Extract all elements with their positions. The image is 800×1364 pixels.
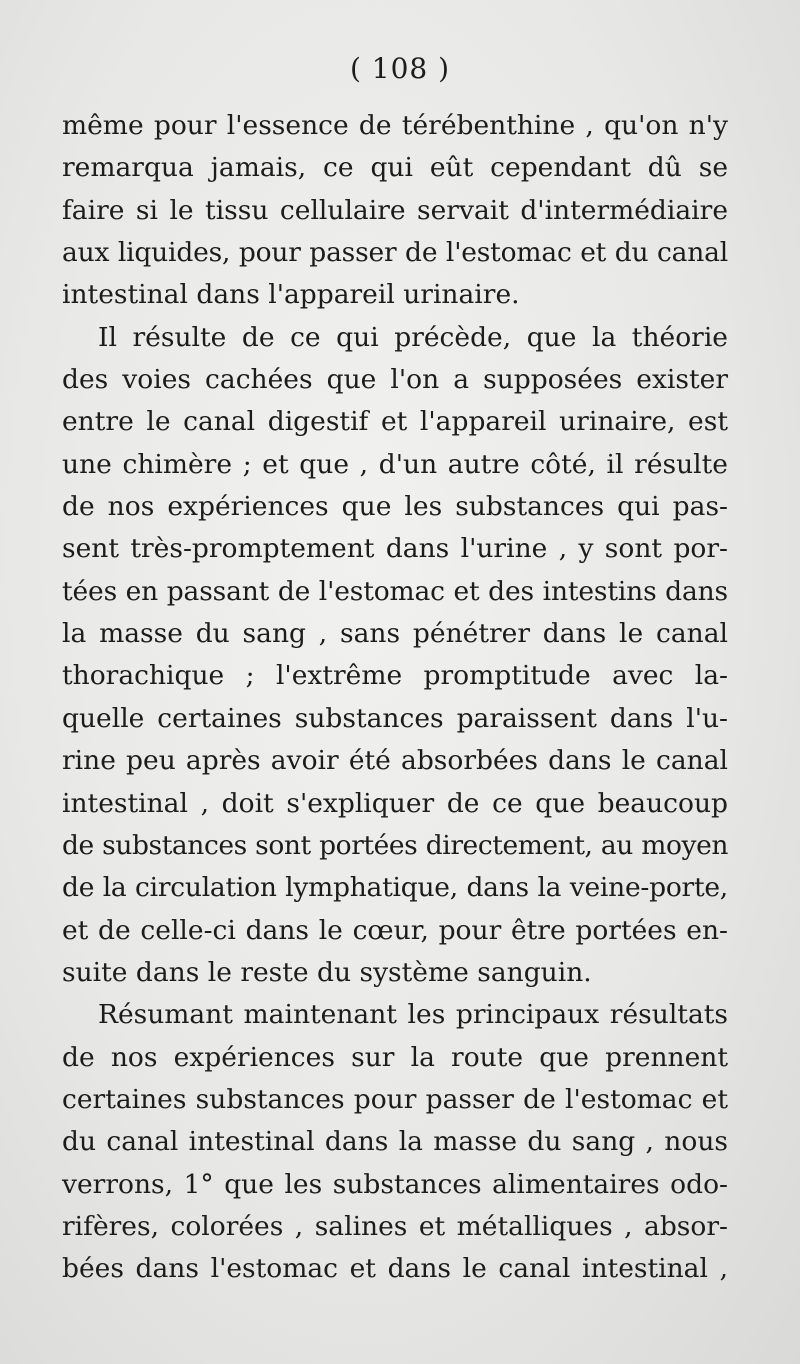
text-line: du canal intestinal dans la masse du sang , nous: [62, 1126, 728, 1158]
body-text: [62, 105, 728, 1291]
text-line: thorachique ; l'extrême promptitude avec la-: [62, 660, 728, 692]
text-line: de nos expériences sur la route que prennent: [62, 1041, 728, 1073]
text-line: Résumant maintenant les principaux résultats: [98, 999, 728, 1031]
text-line: sent très-promptement dans l'urine , y sont por-: [62, 533, 728, 565]
text-line: une chimère ; et que , d'un autre côté, il résulte: [62, 448, 728, 480]
text-line: intestinal , doit s'expliquer de ce que beaucoup: [62, 787, 728, 819]
text-line: bées dans l'estomac et dans le canal intestinal ,: [62, 1253, 728, 1285]
text-line: verrons, 1° que les substances alimentaires odo-: [62, 1168, 728, 1200]
paragraph-continuation: [62, 105, 728, 317]
text-line: faire si le tissu cellulaire servait d'intermédiaire: [62, 194, 728, 226]
text-line: tées en passant de l'estomac et des intestins dans: [62, 575, 728, 607]
text-line: quelle certaines substances paraissent dans l'u-: [62, 702, 728, 734]
paragraph-summary: [62, 994, 728, 1290]
text-line: rine peu après avoir été absorbées dans le canal: [62, 745, 728, 777]
text-line: Il résulte de ce qui précède, que la théorie: [98, 321, 728, 353]
text-line: la masse du sang , sans pénétrer dans le canal: [62, 618, 728, 650]
text-line: et de celle-ci dans le cœur, pour être portées en-: [62, 914, 728, 946]
text-line: entre le canal digestif et l'appareil urinaire, est: [62, 406, 728, 438]
text-line: de la circulation lymphatique, dans la veine-porte,: [62, 872, 728, 904]
text-line: de substances sont portées directement, au moyen: [62, 829, 728, 861]
text-line: intestinal dans l'appareil urinaire.: [62, 279, 520, 311]
text-line: de nos expériences que les substances qui pas-: [62, 491, 728, 523]
page-number: ( 108 ): [349, 52, 451, 85]
text-line: suite dans le reste du système sanguin.: [62, 956, 592, 988]
text-line: aux liquides, pour passer de l'estomac et du canal: [62, 237, 728, 269]
text-line: des voies cachées que l'on a supposées exister: [62, 364, 728, 396]
text-line: remarqua jamais, ce qui eût cependant dû se: [62, 152, 728, 184]
text-line: rifères, colorées , salines et métalliques , absor-: [62, 1210, 728, 1242]
text-line: certaines substances pour passer de l'estomac et: [62, 1083, 728, 1115]
paragraph-conclusion: [62, 317, 728, 995]
text-line: même pour l'essence de térébenthine , qu'on n'y: [62, 110, 728, 141]
